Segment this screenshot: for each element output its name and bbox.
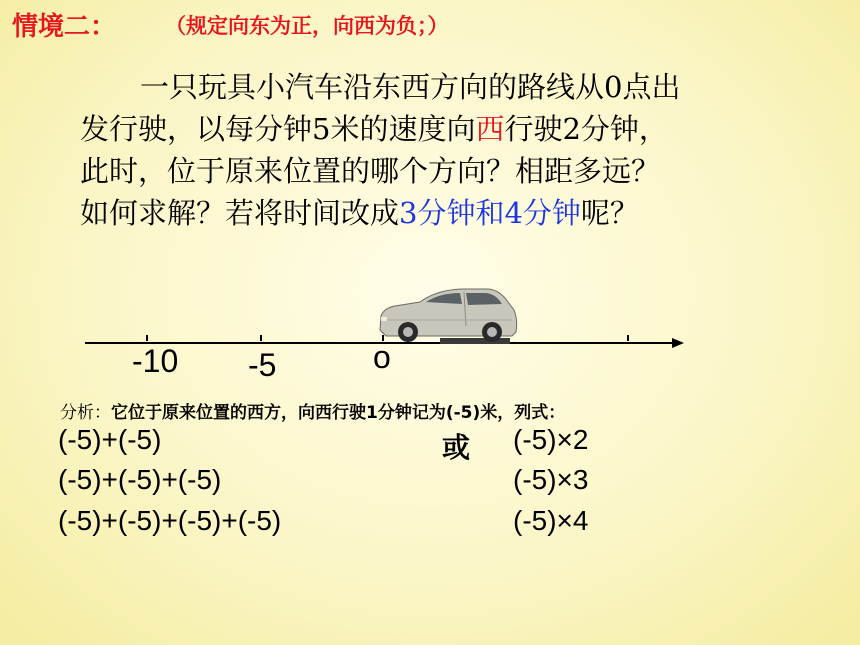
problem-line-1: 一只玩具小汽车沿东西方向的路线从0点出 [140,70,681,104]
product-expression-2: (-5)×3 [513,464,589,495]
problem-line-4-a: 如何求解？若将时间改成 [80,196,400,230]
time-highlight: 3分钟和4分钟 [399,196,581,230]
number-line-arrow [672,338,684,348]
product-expression-3: (-5)×4 [513,505,589,536]
west-highlight: 西 [475,112,505,146]
product-expression-1: (-5)×2 [513,424,589,455]
slide-subtitle: （规定向东为正，向西为负；） [165,14,449,38]
analysis-body: 它位于原来位置的西方，向西行驶1分钟记为(-5)米，列式： [111,403,566,423]
sum-expression-1: (-5)+(-5) [58,424,162,455]
problem-line-3: 此时，位于原来位置的哪个方向？相距多远？ [80,154,661,188]
problem-text [80,66,800,234]
problem-line-2-a: 发行驶，以每分钟5米的速度向 [80,112,476,146]
analysis-text [60,398,565,423]
slide-title: 情境二： [12,12,117,42]
sum-expression-3: (-5)+(-5)+(-5)+(-5) [58,505,282,536]
label-origin: o [373,339,391,375]
toy-car-icon [380,289,517,344]
label-minus-10: -10 [132,343,179,379]
analysis-lead: 分析： [60,403,111,423]
label-minus-5: -5 [248,347,277,383]
number-line [0,280,860,390]
sum-expression-2: (-5)+(-5)+(-5) [58,464,222,495]
problem-line-2 [80,108,800,150]
problem-line-2-b: 行驶2分钟， [504,112,668,146]
problem-line-4 [80,192,800,234]
problem-line-4-b: 呢？ [580,196,639,230]
or-word: 或 [442,431,471,464]
